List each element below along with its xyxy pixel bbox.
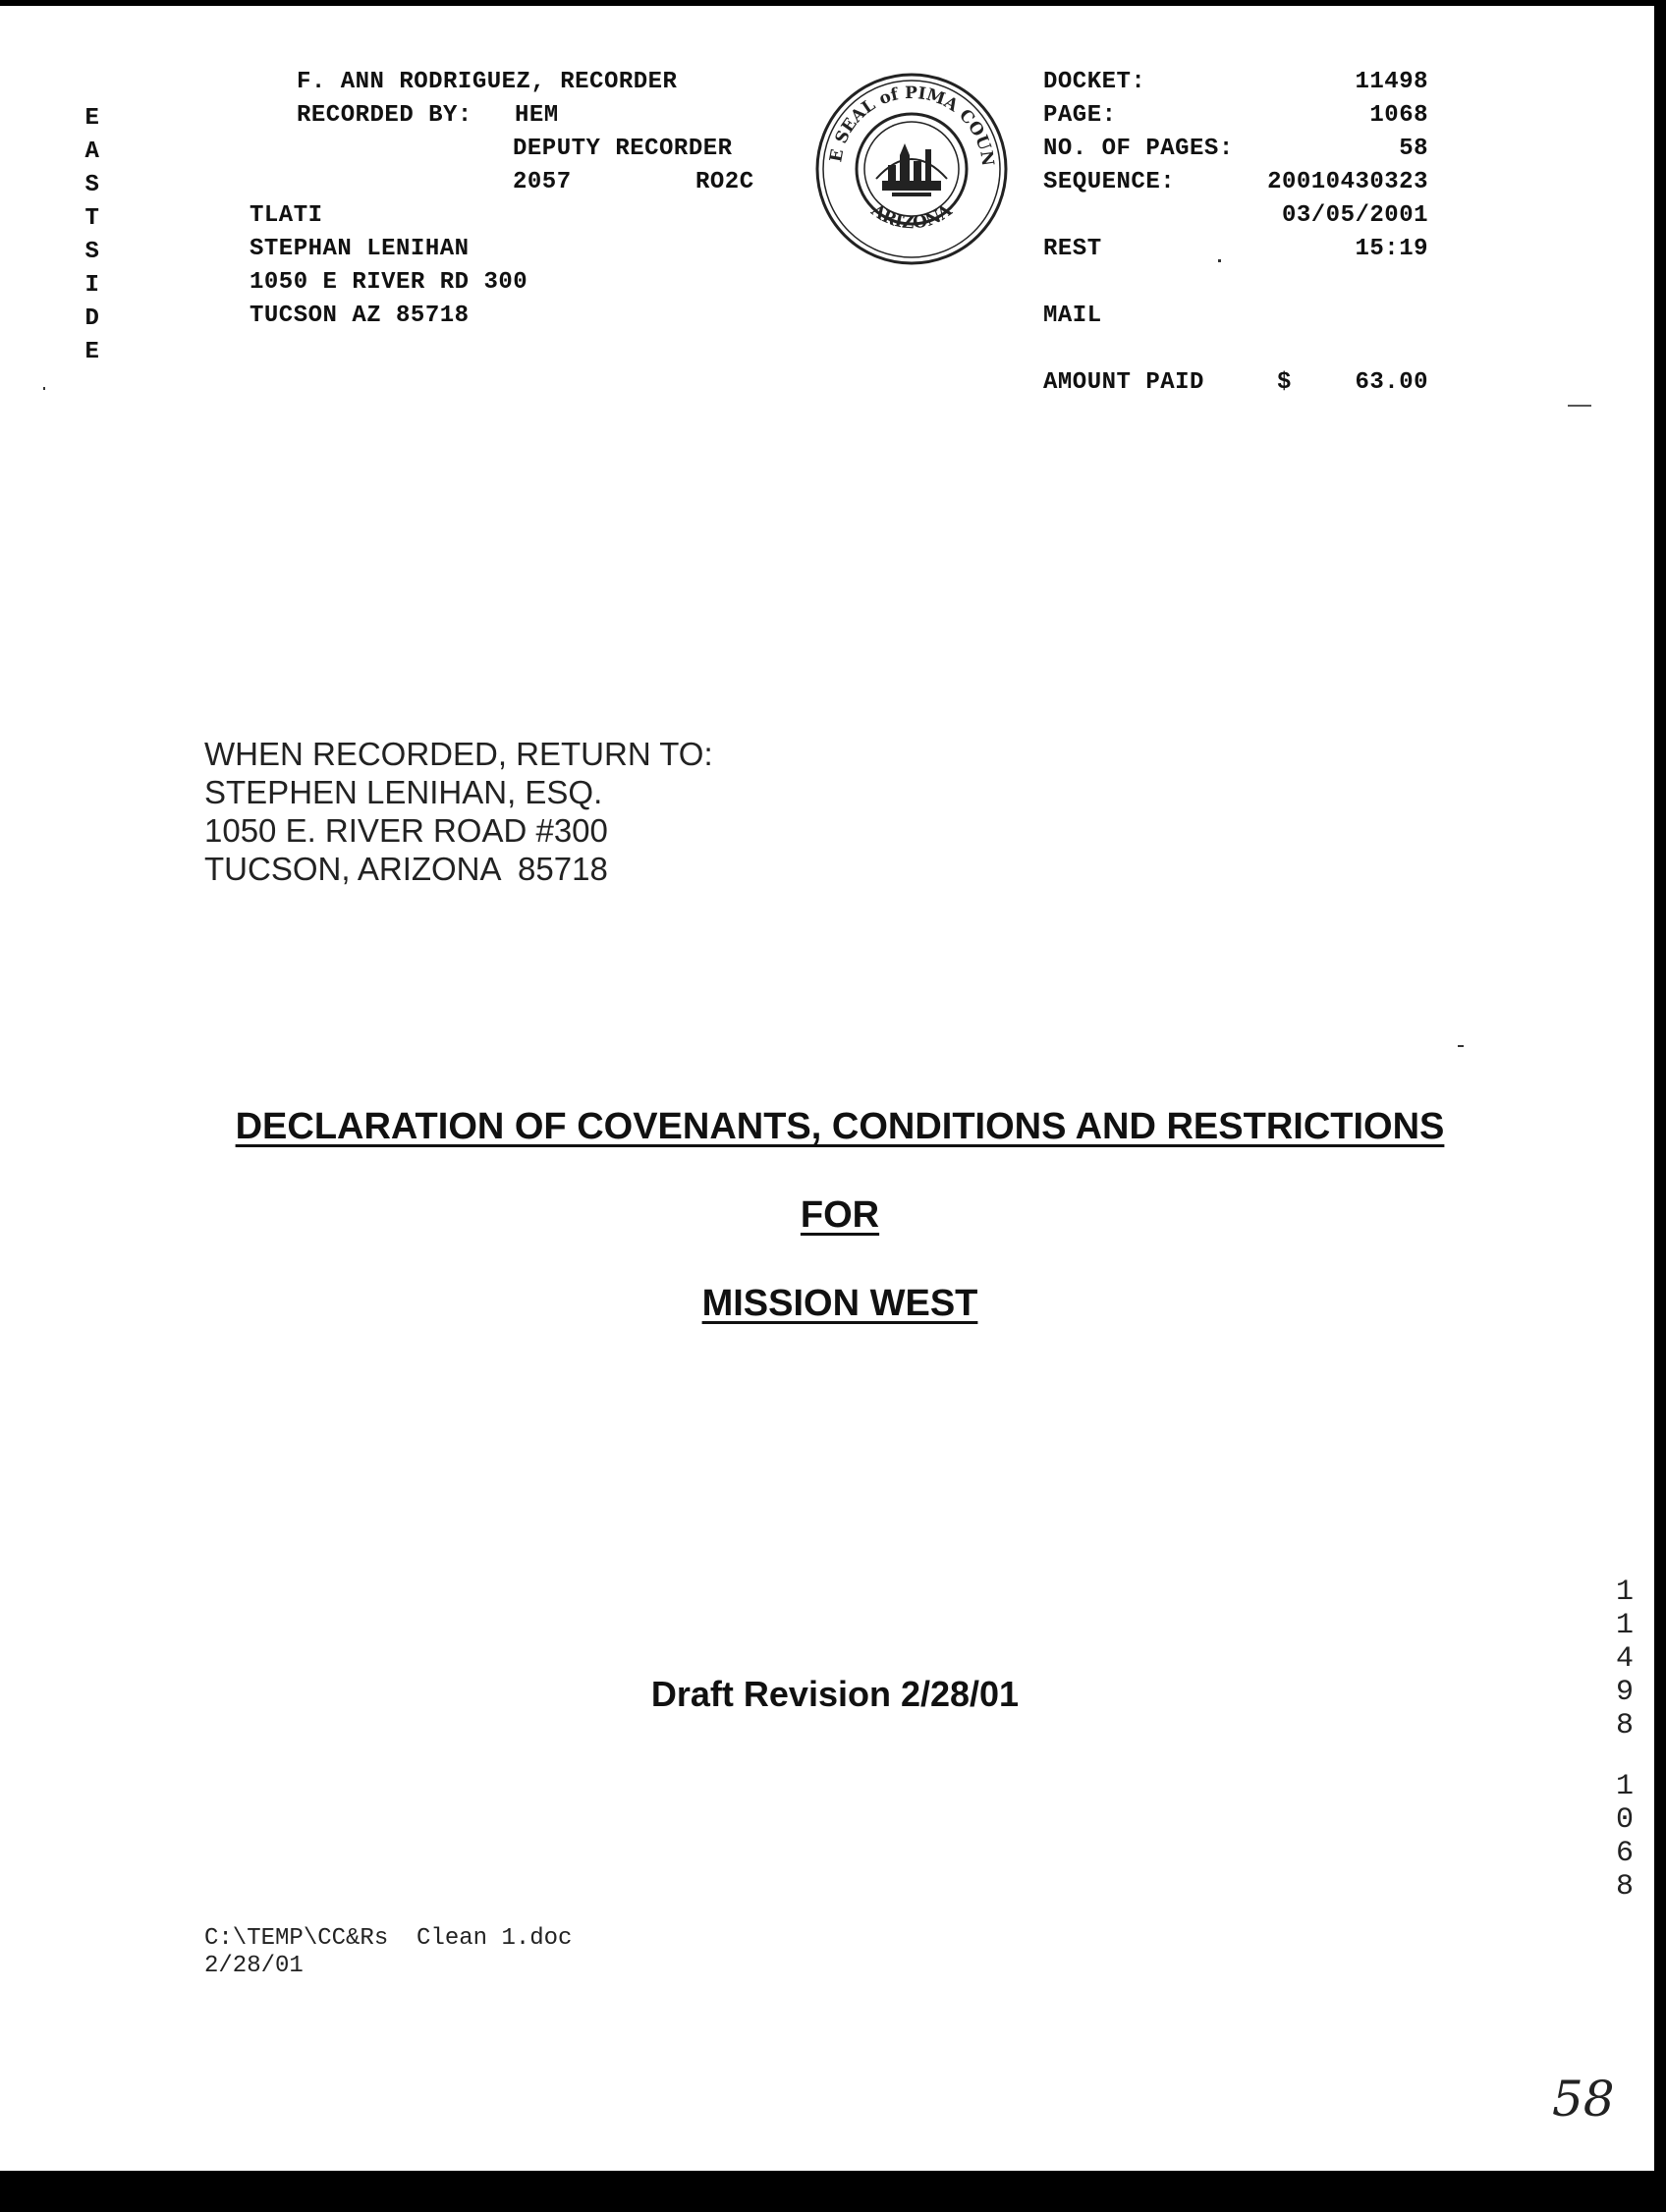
eastside-letter: D <box>84 305 100 332</box>
docket-value: 11498 <box>1355 69 1428 95</box>
amount-paid-label: AMOUNT PAID <box>1043 369 1204 396</box>
deputy-number: 2057 <box>513 169 572 195</box>
num-pages-label: NO. OF PAGES: <box>1043 136 1234 162</box>
recording-time: 15:19 <box>1355 236 1428 262</box>
eastside-vertical-label <box>79 102 106 369</box>
amount-paid-value: 63.00 <box>1355 369 1428 396</box>
side-stamp-digit: 6 <box>1615 1837 1634 1870</box>
eastside-letter: I <box>84 272 100 299</box>
side-stamp-digit: 1 <box>1615 1609 1634 1642</box>
seal-emblem <box>876 143 947 196</box>
eastside-letter: S <box>84 172 100 198</box>
return-to-street: 1050 E. RIVER ROAD #300 <box>204 812 608 849</box>
deputy-code: RO2C <box>695 169 754 195</box>
draft-revision: Draft Revision 2/28/01 <box>650 1674 1020 1714</box>
side-stamp-docket <box>1607 1576 1642 1742</box>
scan-border-bottom <box>0 2171 1666 2212</box>
side-stamp-digit: 0 <box>1615 1803 1634 1837</box>
deputy-recorder: DEPUTY RECORDER <box>513 136 733 162</box>
party-address-line1: 1050 E RIVER RD 300 <box>250 269 528 296</box>
sequence-label: SEQUENCE: <box>1043 169 1176 195</box>
pima-county-seal <box>813 71 1010 267</box>
eastside-letter: S <box>84 239 100 265</box>
return-to-name: STEPHEN LENIHAN, ESQ. <box>204 774 603 810</box>
party-name: STEPHAN LENIHAN <box>250 236 470 262</box>
scan-speck <box>1568 405 1591 407</box>
document-title: DECLARATION OF COVENANTS, CONDITIONS AND RESTRICTIONS <box>235 1106 1445 1147</box>
mail-label: MAIL <box>1043 303 1102 329</box>
scan-speck <box>1458 1045 1464 1047</box>
party-code: TLATI <box>250 202 323 229</box>
party-address-line2: TUCSON AZ 85718 <box>250 303 470 329</box>
rest-label: REST <box>1043 236 1102 262</box>
scan-speck <box>43 387 45 390</box>
side-stamp-digit: 8 <box>1615 1709 1634 1742</box>
recorded-by-value: HEM <box>515 102 559 129</box>
eastside-letter: A <box>84 138 100 165</box>
document-project-name: MISSION WEST <box>701 1283 978 1324</box>
recorder-name: F. ANN RODRIGUEZ, RECORDER <box>297 69 678 95</box>
eastside-letter: E <box>84 105 100 132</box>
amount-currency: $ <box>1277 369 1292 396</box>
sequence-value: 20010430323 <box>1267 169 1428 195</box>
eastside-letter: E <box>84 339 100 365</box>
seal-graphic <box>813 71 1010 267</box>
file-info <box>204 1925 572 1980</box>
seal-text-top: E SEAL of PIMA COUN <box>826 83 998 168</box>
side-stamp-page <box>1607 1770 1642 1904</box>
file-path: C:\TEMP\CC&Rs Clean 1.doc <box>204 1925 573 1952</box>
page-value: 1068 <box>1369 102 1428 129</box>
side-stamp-digit: 1 <box>1615 1770 1634 1803</box>
recorded-by-label: RECORDED BY: <box>297 102 472 129</box>
eastside-letter: T <box>84 205 100 232</box>
recording-date: 03/05/2001 <box>1281 202 1428 229</box>
seal-text-bottom: ARIZONA <box>867 200 956 234</box>
side-stamp-digit: 1 <box>1615 1576 1634 1609</box>
handwritten-page-count: 58 <box>1552 2071 1615 2128</box>
scan-speck <box>1218 259 1221 262</box>
num-pages-value: 58 <box>1399 136 1428 162</box>
docket-label: DOCKET: <box>1043 69 1146 95</box>
side-stamp-digit: 4 <box>1615 1642 1634 1676</box>
return-to-city: TUCSON, ARIZONA 85718 <box>204 851 608 887</box>
return-to-block <box>204 735 713 888</box>
page-label: PAGE: <box>1043 102 1117 129</box>
scan-border-top <box>0 0 1666 6</box>
side-stamp-digit: 9 <box>1615 1676 1634 1709</box>
document-title-for: FOR <box>800 1194 880 1236</box>
scan-border-right <box>1654 0 1666 2212</box>
return-to-heading: WHEN RECORDED, RETURN TO: <box>204 736 713 772</box>
file-date: 2/28/01 <box>204 1953 304 1979</box>
side-stamp-digit: 8 <box>1615 1870 1634 1904</box>
